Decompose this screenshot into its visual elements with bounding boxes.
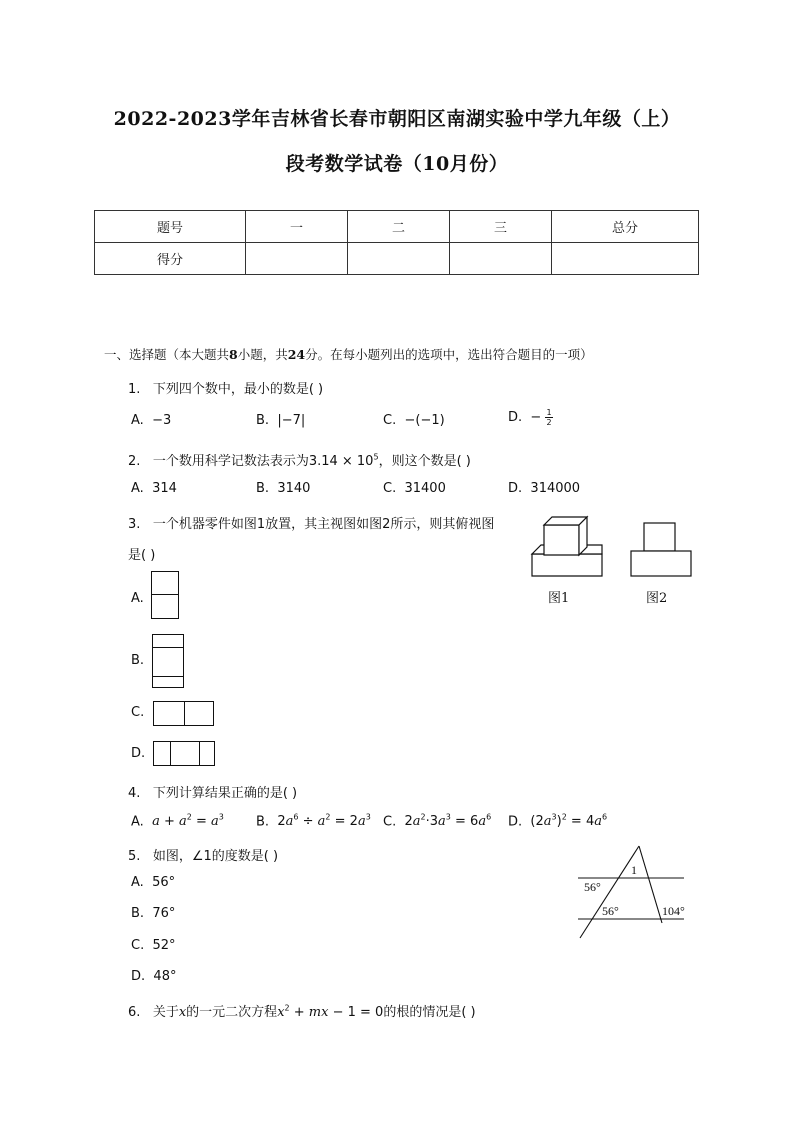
formula: $2a^6 \div a^2 = 2a^3$ — [277, 813, 371, 830]
question-number: 6. — [128, 1005, 141, 1020]
question-number: 5. — [128, 849, 141, 864]
fraction-denominator: 2 — [546, 418, 552, 427]
question-2 — [128, 450, 471, 469]
option-value: |−7| — [277, 413, 306, 428]
q3-option-a-figure — [151, 571, 179, 619]
table-header-cell: 三 — [450, 211, 552, 243]
score-cell[interactable] — [348, 243, 450, 275]
option-label: D. — [508, 814, 523, 830]
section-heading — [104, 345, 593, 363]
q4-option-d[interactable] — [508, 813, 607, 829]
cube-front — [544, 525, 579, 555]
question-4 — [128, 782, 297, 801]
angle-104-label: 104° — [662, 904, 685, 918]
fraction — [545, 408, 552, 427]
question-number: 4. — [128, 786, 141, 801]
question-stem: 关于 — [152, 1005, 179, 1020]
option-value: 314 — [152, 481, 177, 496]
q3-option-a[interactable] — [131, 591, 144, 606]
fraction-numerator: 1 — [546, 408, 552, 417]
score-table-row — [95, 243, 699, 275]
option-value: −3 — [152, 413, 172, 428]
option-value: 52° — [152, 938, 176, 953]
q5-option-a[interactable] — [131, 875, 175, 890]
option-value: −(−1) — [404, 413, 445, 428]
page-title-line1: 2022-2023学年吉林省长春市朝阳区南湖实验中学九年级（上） — [113, 108, 681, 130]
question-stem: 下列四个数中，最小的数是( ) — [152, 382, 324, 397]
option-label: A. — [131, 413, 144, 428]
option-label: B. — [131, 653, 145, 668]
q1-option-b[interactable] — [256, 413, 305, 428]
figure-2-caption: 图2 — [646, 591, 668, 606]
q3-option-b-figure — [152, 634, 184, 688]
q2-option-a[interactable] — [131, 481, 177, 496]
option-label: C. — [131, 705, 145, 720]
q1-option-a[interactable] — [131, 413, 171, 428]
q3-option-b[interactable] — [131, 653, 144, 668]
question-number: 2. — [128, 454, 141, 469]
page-title-line2: 段考数学试卷（10月份） — [285, 153, 509, 175]
option-value: 48° — [153, 969, 177, 984]
option-value: 3140 — [277, 481, 311, 496]
q3-option-d[interactable] — [131, 746, 145, 761]
score-cell[interactable] — [552, 243, 699, 275]
section-count: 8 — [229, 347, 238, 362]
variable-x: x — [178, 1005, 187, 1020]
figure-1-caption: 图1 — [548, 591, 570, 606]
table-row-label: 得分 — [95, 243, 246, 275]
question-stem: 如图，∠1的度数是( ) — [152, 849, 279, 864]
transversal-right — [639, 846, 662, 923]
q3-option-d-figure — [153, 741, 215, 766]
option-value: 31400 — [404, 481, 446, 496]
section-points: 24 — [287, 347, 306, 362]
q2-option-d[interactable] — [508, 481, 580, 496]
q2-option-c[interactable] — [383, 481, 446, 496]
option-label: D. — [508, 481, 523, 496]
option-sign: − — [530, 410, 542, 425]
score-table-header-row — [95, 211, 699, 243]
figure-angles — [570, 843, 690, 941]
question-6 — [128, 1001, 476, 1020]
option-label: A. — [131, 481, 144, 496]
question-stem: 下列计算结果正确的是( ) — [152, 786, 298, 801]
question-number: 1. — [128, 382, 141, 397]
option-label: D. — [508, 410, 523, 425]
option-value: 76° — [152, 906, 176, 921]
q1-option-c[interactable] — [383, 413, 445, 428]
question-stem: 的根的情况是( ) — [383, 1005, 476, 1020]
formula: $2a^2\cdot 3a^3 = 6a^6$ — [404, 813, 492, 830]
figure-2-front-view — [630, 522, 692, 578]
question-5 — [128, 845, 278, 864]
option-label: A. — [131, 814, 144, 830]
option-label: C. — [383, 413, 397, 428]
section-heading-text: 小题，共 — [237, 347, 288, 362]
figure-1-3d-part — [530, 513, 605, 578]
question-3-stem-line2: 是( ) — [128, 548, 156, 563]
front-view-base — [631, 551, 691, 576]
option-label: A. — [131, 875, 144, 890]
option-label: C. — [131, 938, 145, 953]
option-label: B. — [256, 481, 270, 496]
score-table — [94, 210, 699, 275]
option-label: B. — [256, 413, 270, 428]
score-cell[interactable] — [450, 243, 552, 275]
q5-option-b[interactable] — [131, 906, 175, 921]
option-label: D. — [131, 969, 146, 984]
question-3 — [128, 513, 494, 532]
q4-option-c[interactable] — [383, 813, 491, 829]
q5-option-d[interactable] — [131, 969, 176, 984]
q2-option-b[interactable] — [256, 481, 310, 496]
question-stem: 的一元二次方程 — [186, 1005, 278, 1020]
table-header-cell: 总分 — [552, 211, 699, 243]
question-number: 3. — [128, 517, 141, 532]
formula: $a + a^2 = a^3$ — [152, 813, 224, 830]
angle-56-top-label: 56° — [584, 880, 601, 894]
q1-option-d[interactable] — [508, 408, 553, 427]
option-label: B. — [256, 814, 270, 830]
q5-option-c[interactable] — [131, 938, 176, 953]
q4-option-b[interactable] — [256, 813, 371, 829]
score-cell[interactable] — [246, 243, 348, 275]
q3-option-c[interactable] — [131, 705, 144, 720]
q4-option-a[interactable] — [131, 813, 224, 829]
exponent: 5 — [373, 452, 379, 462]
formula: $(2a^3)^2 = 4a^6$ — [530, 813, 608, 830]
table-header-cell: 一 — [246, 211, 348, 243]
angle-56-bottom-label: 56° — [602, 904, 619, 918]
question-stem: 一个机器零件如图1放置，其主视图如图2所示，则其俯视图 — [152, 517, 495, 532]
formula: $x^2$ + mx − 1 = 0 — [277, 1003, 384, 1020]
section-heading-text: 分。在每小题列出的选项中，选出符合题目的一项） — [305, 347, 593, 362]
option-label: A. — [131, 591, 144, 606]
q3-option-c-figure — [153, 701, 214, 726]
question-1 — [128, 378, 323, 397]
table-header-cell: 二 — [348, 211, 450, 243]
angle-1-label: 1 — [631, 863, 637, 877]
option-label: C. — [383, 481, 397, 496]
front-view-top — [644, 523, 675, 551]
option-value: 314000 — [530, 481, 581, 496]
option-label: B. — [131, 906, 145, 921]
section-heading-text: 一、选择题（本大题共 — [104, 347, 230, 362]
question-stem: 一个数用科学记数法表示为3.14 × 10 — [152, 454, 374, 469]
table-header-cell: 题号 — [95, 211, 246, 243]
option-label: D. — [131, 746, 146, 761]
question-stem: ，则这个数是( ) — [378, 454, 471, 469]
base-front — [532, 554, 602, 576]
option-value: 56° — [152, 875, 176, 890]
option-label: C. — [383, 814, 397, 830]
